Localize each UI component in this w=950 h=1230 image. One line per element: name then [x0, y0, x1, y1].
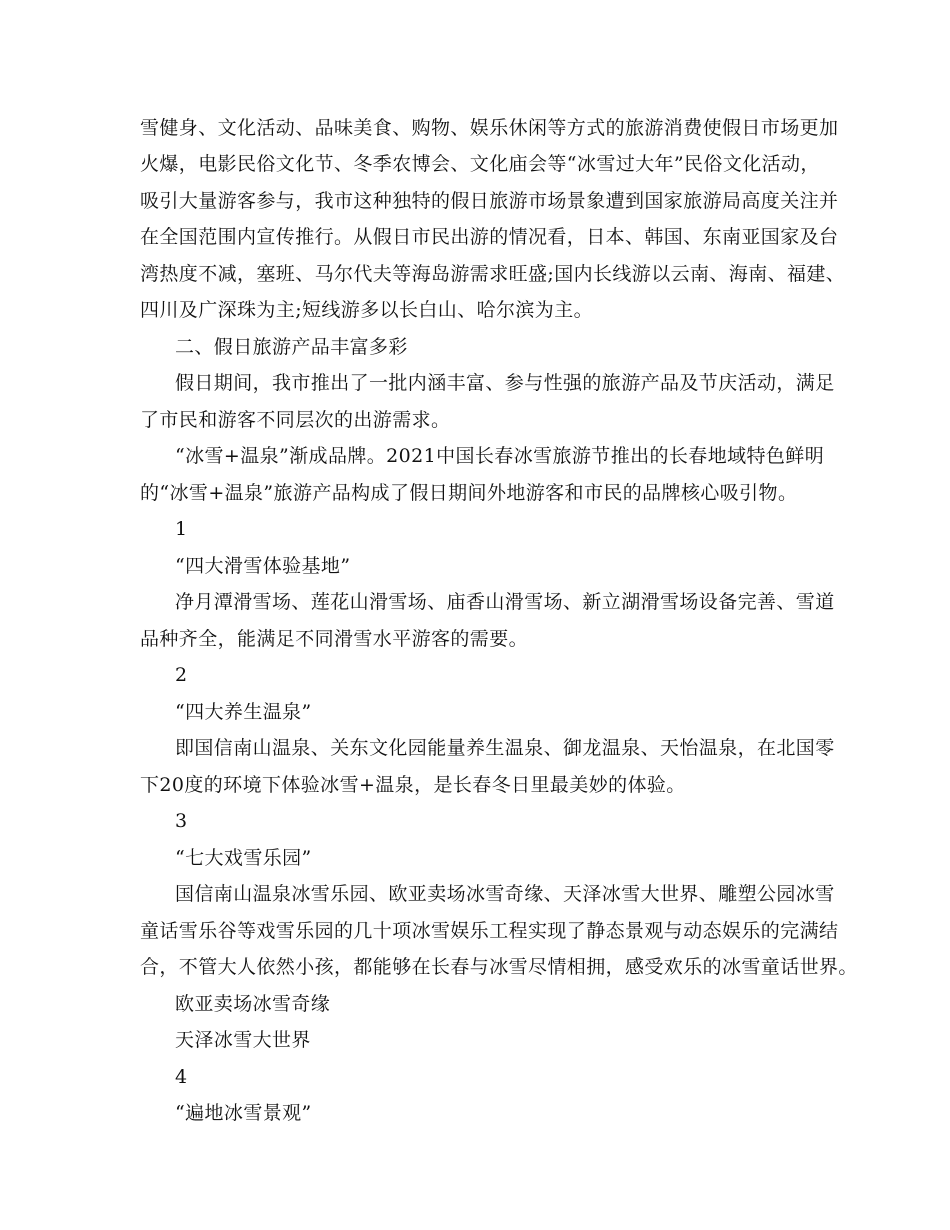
body-text-line: 湾热度不减，塞班、马尔代夫等海岛游需求旺盛;国内长线游以云南、海南、福建、: [140, 263, 846, 285]
caption-line: 天泽冰雪大世界: [175, 1029, 311, 1051]
body-text-line: 合，不管大人依然小孩，都能够在长春与冰雪尽情相拥，感受欢乐的冰雪童话世界。: [140, 956, 858, 978]
item-title: “遍地冰雪景观”: [175, 1102, 312, 1124]
item-number: 2: [175, 664, 188, 686]
body-text-line: 在全国范围内宣传推行。从假日市民出游的情况看，日本、韩国、东南亚国家及台: [140, 226, 839, 248]
body-text-line: 净月潭滑雪场、莲花山滑雪场、庙香山滑雪场、新立湖滑雪场设备完善、雪道: [175, 591, 835, 613]
body-text-line: 的“冰雪+温泉”旅游产品构成了假日期间外地游客和市民的品牌核心吸引物。: [140, 482, 798, 504]
caption-line: 欧亚卖场冰雪奇缘: [175, 993, 331, 1015]
body-text-line: 吸引大量游客参与，我市这种独特的假日旅游市场景象遭到国家旅游局高度关注并: [140, 190, 839, 212]
body-text-line: 假日期间，我市推出了一批内涵丰富、参与性强的旅游产品及节庆活动，满足: [175, 372, 835, 394]
body-text-line: 即国信南山温泉、关东文化园能量养生温泉、御龙温泉、天怡温泉，在北国零: [175, 737, 835, 759]
body-text-line: 了市民和游客不同层次的出游需求。: [140, 409, 451, 431]
body-text-line: 品种齐全，能满足不同滑雪水平游客的需要。: [140, 628, 529, 650]
section-heading: 二、假日旅游产品丰富多彩: [175, 336, 408, 358]
item-number: 4: [175, 1066, 188, 1088]
body-text-line: 国信南山温泉冰雪乐园、欧亚卖场冰雪奇缘、天泽冰雪大世界、雕塑公园冰雪: [175, 883, 835, 905]
body-text-line: 下20度的环境下体验冰雪+温泉，是长春冬日里最美妙的体验。: [140, 774, 686, 796]
item-number: 1: [175, 518, 188, 540]
item-title: “四大养生温泉”: [175, 701, 312, 723]
item-title: “四大滑雪体验基地”: [175, 555, 351, 577]
body-text-line: 四川及广深珠为主;短线游多以长白山、哈尔滨为主。: [140, 299, 594, 321]
body-text-line: “冰雪+温泉”渐成品牌。2021中国长春冰雪旅游节推出的长春地域特色鲜明: [175, 445, 825, 467]
body-text-line: 雪健身、文化活动、品味美食、购物、娱乐休闲等方式的旅游消费使假日市场更加: [140, 117, 839, 139]
item-number: 3: [175, 810, 188, 832]
body-text-line: 童话雪乐谷等戏雪乐园的几十项冰雪娱乐工程实现了静态景观与动态娱乐的完满结: [140, 920, 839, 942]
body-text-line: 火爆，电影民俗文化节、冬季农博会、文化庙会等“冰雪过大年”民俗文化活动，: [140, 153, 820, 175]
item-title: “七大戏雪乐园”: [175, 847, 312, 869]
